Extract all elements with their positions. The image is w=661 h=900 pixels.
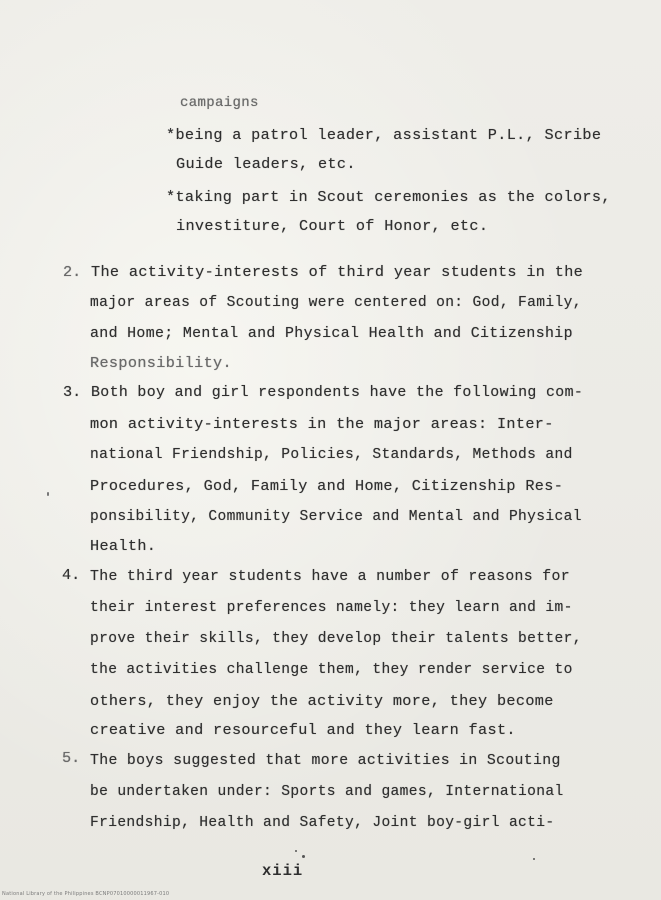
- list-number: 5.: [62, 749, 81, 767]
- text-line: their interest preferences namely: they learn and im-: [90, 600, 573, 616]
- text-line: mon activity-interests in the major areas: Inter-: [90, 415, 554, 433]
- page-number: xiii: [262, 862, 304, 880]
- scan-speck: [295, 850, 297, 852]
- text-line: *being a patrol leader, assistant P.L., Scribe: [166, 126, 602, 144]
- text-line: prove their skills, they develop their talents better,: [90, 631, 582, 647]
- text-line: Health.: [90, 537, 157, 555]
- scan-speck: [47, 492, 49, 496]
- text-line: The third year students have a number of reasons for: [90, 569, 570, 585]
- text-line: be undertaken under: Sports and games, International: [90, 784, 564, 800]
- text-line: Both boy and girl respondents have the following com-: [91, 385, 584, 401]
- text-line: major areas of Scouting were centered on: God, Family,: [90, 295, 582, 311]
- text-line: Guide leaders, etc.: [176, 155, 356, 173]
- list-number: 3.: [63, 383, 82, 401]
- text-line: and Home; Mental and Physical Health and Citizenship: [90, 326, 573, 342]
- text-line: Procedures, God, Family and Home, Citizenship Res-: [90, 477, 564, 495]
- text-line: campaigns: [180, 95, 259, 111]
- text-line: national Friendship, Policies, Standards, Methods and: [90, 447, 573, 463]
- text-line: *taking part in Scout ceremonies as the colors,: [166, 188, 611, 206]
- scan-speck: [533, 858, 535, 860]
- text-line: ponsibility, Community Service and Mental and Physical: [90, 509, 582, 525]
- text-line: the activities challenge them, they render service to: [90, 662, 573, 678]
- text-line: Responsibility.: [90, 354, 232, 372]
- text-line: investiture, Court of Honor, etc.: [176, 217, 489, 235]
- scan-footer: National Library of the Philippines BCNP07010000011967-010: [2, 891, 170, 897]
- list-number: 2.: [63, 263, 82, 281]
- text-line: The boys suggested that more activities in Scouting: [90, 753, 561, 769]
- text-line: creative and resourceful and they learn fast.: [90, 721, 516, 739]
- text-line: others, they enjoy the activity more, they become: [90, 692, 554, 710]
- list-number: 4.: [62, 566, 81, 584]
- text-line: Friendship, Health and Safety, Joint boy-girl acti-: [90, 815, 555, 831]
- text-line: The activity-interests of third year students in the: [91, 263, 584, 281]
- scan-speck: [302, 855, 305, 858]
